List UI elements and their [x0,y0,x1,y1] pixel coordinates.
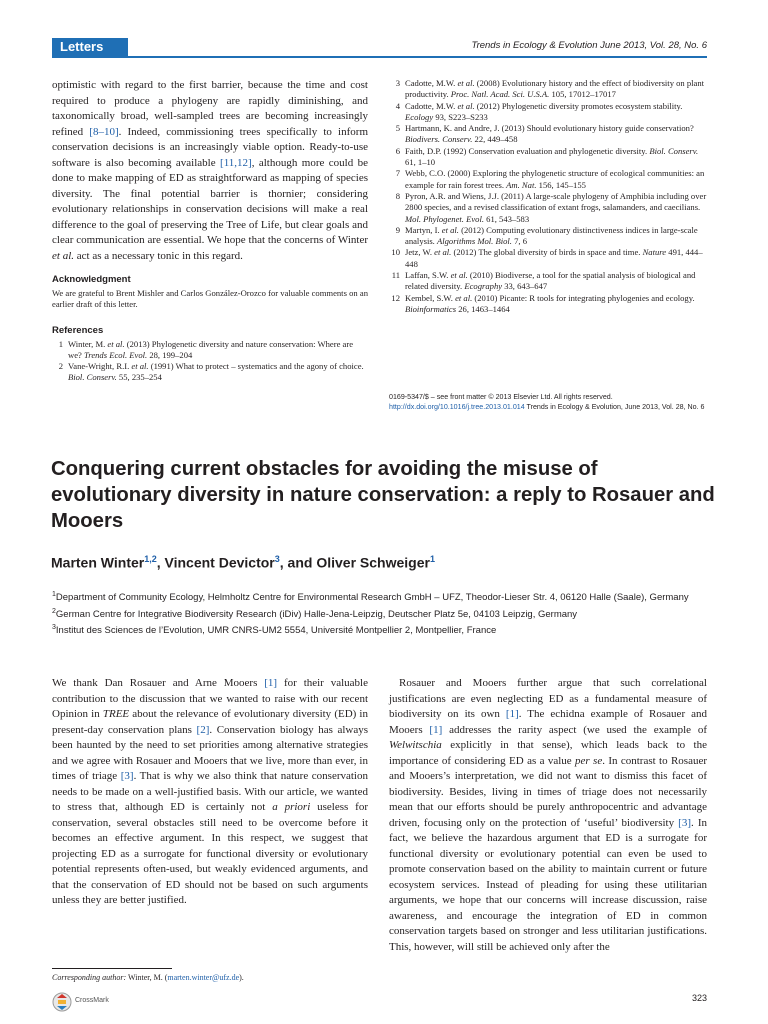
author-separator: , and [279,554,317,571]
reference-list-left [52,339,368,384]
text-run: . In contrast to Rosauer and Mooers’s interpretation, we did not want to dismiss this facet of biodiversity. Besides, living in times of triage does not necessarily mean that our efforts should be purely anthropocentric and advantage driven, focusing only on the protection of ‘useful’ biodiversity [389,754,707,829]
footnote-rule [52,968,172,969]
text-run: Faith, D.P. (1992) Conservation evaluation and phylogenetic diversity. [405,145,650,156]
text-run: Cadotte, M.W. [405,100,458,111]
section-label: Letters [60,39,104,54]
author-separator: , [156,554,165,571]
article-title: Conquering current obstacles for avoiding the misuse of evolutionary diversity in nature conservation: a reply to Rosauer and Mooers [51,458,715,532]
affiliation-text: Institut des Sciences de l’Evolution, UMR CNRS-UM2 5554, Université Montpellier 2, Montpellier, France [55,625,497,637]
crossmark-label: CrossMark [75,997,109,1004]
reference-number: 6 [395,145,400,156]
text-run: 55, 235–254 [116,372,162,383]
doi-suffix: Trends in Ecology & Evolution, June 2013, Vol. 28, No. 6 [524,403,705,411]
text-run: Webb, C.O. (2000) Exploring the phylogenetic structure of ecological communities: an example for rain forest trees. [405,168,705,190]
text-run: (2012) The global diversity of birds in space and time. [451,247,643,258]
reference-number: 7 [395,168,400,179]
italic-text: Trends Ecol. Evol. [83,349,148,360]
italic-text: et al. [441,224,459,235]
reference-item [389,78,707,101]
text-run: . In fact, we believe the hazardous argument that ED is a surrogate for functional diversity or evolutionary potential can even be used to promote conservation based on the ability to maintain current or future ecosystem services. Instead of pleading for using these utilitarian arguments, we hope that our concerns will increase discussion, raise awareness, and encourage the integration of ED in common conservation targets based on stronger and less utilitarian justifications. This, however, will still be achieved only after the [389,816,707,953]
ack-heading: Acknowledgment [52,274,131,285]
reference-item [52,361,368,384]
italic-text: a priori [272,801,311,813]
author-affiliation-marker[interactable]: 1 [429,554,435,564]
reference-item [389,146,707,169]
affiliation-text: Department of Community Ecology, Helmholtz Centre for Environmental Research GmbH – UFZ, Theodor-Lieser Str. 4, 06120 Halle (Saale), Germany [55,592,689,604]
author-name: Oliver Schweiger [316,554,430,571]
text-run: 22, 449–458 [472,134,518,145]
crossmark-icon [52,992,72,1012]
text-run: 156, 145–155 [536,179,586,190]
citation-link[interactable]: [3] [120,770,134,782]
text-run: Kembel, S.W. [405,292,456,303]
italic-text: et al. [434,247,452,258]
reference-item [389,247,707,270]
italic-text: Ecology [405,111,434,122]
italic-text: Ecography [464,281,503,292]
author-name: Marten Winter [51,554,145,571]
italic-text: Mol. Phylogenet. Evol. [405,213,484,224]
text-run: . That is why we also think that nature conservation needs to be made on a well-justified basis. With our article, we wanted to stress that, although ED is certainly not [52,770,368,813]
italic-text: Biodivers. Conserv. [405,134,473,145]
header-rule [52,56,707,58]
italic-text: et al. [52,249,74,262]
text-run: . Conservation biology has always been haunted by the need to set priorities among alternative strategies and we agree with Rosauer and Mooers that we live, more than ever, in times of triage [52,723,369,782]
affiliation-marker: 3 [52,624,56,632]
journal-info: Trends in Ecology & Evolution June 2013, Vol. 28, No. 6 [471,40,707,51]
affiliation-item [52,588,712,605]
text-run: for their valuable contribution to the discussion that we wanted to raise with our recent Opinion in [52,677,368,720]
affiliation-marker: 2 [52,607,56,615]
refs-heading: References [52,324,104,336]
reference-item [52,339,368,362]
text-run: Laffan, S.W. [405,270,451,281]
reference-item [389,191,707,225]
text-run: . Indeed, commissioning trees specifically to inform conservation decisions is an increasingly viable option. Ready-to-use software is also becoming available [52,125,368,169]
affiliation-item [52,605,712,622]
issn-line: 0169-5347/$ – see front matter © 2013 Elsevier Ltd. All rights reserved. [389,393,613,401]
italic-text: per se [575,754,603,767]
citation-link[interactable]: [11,12] [220,156,252,169]
text-run: 28, 199–204 [147,349,193,360]
author-list [51,554,435,571]
text-run: 33, 643–647 [502,281,548,292]
reference-list-right [389,78,707,315]
body-paragraph-left [52,676,368,909]
reference-number: 5 [395,123,400,134]
footnote-email[interactable]: marten.winter@ufz.de [167,973,240,982]
italic-text: et al. [457,100,475,111]
italic-text: Nature [642,247,667,258]
text-run: Hartmann, K. and Andre, J. (2013) Should evolutionary history guide conservation? [405,123,694,134]
text-run: useless for conservation, several obstacles still need to be overcome before it becomes an effective argument. In this respect, we suggest that projecting ED as a surrogate for functional diversity or evolutionary potential represents often-used, but weakly evidenced arguments, and that the conservation of ED should not be based on such arguments unless they are better justified. [52,801,368,906]
text-run: 61, 1–10 [405,157,436,168]
text-run: (2010) Biodiverse, a tool for the spatial analysis of biological and related diversity. [405,270,696,292]
citation-link[interactable]: [3] [678,816,691,829]
text-run: 491, 444–448 [405,247,703,269]
reference-number: 8 [395,190,400,201]
text-run: (2013) Phylogenetic diversity and nature conservation: Where are we? [68,338,354,360]
section-tab [52,38,128,56]
text-run: (1991) What to protect – systematics and the agony of choice. [148,361,364,372]
text-run: 93, S223–S233 [433,111,488,122]
text-run: 105, 17012–17017 [549,89,616,100]
footnote-label: Corresponding author: [52,973,127,982]
text-run: 7, 6 [511,236,527,247]
text-run: Pyron, A.R. and Wiens, J.J. (2011) A large-scale phylogeny of Amphibia including over 2800 species, and a revised classification of extant frogs, salamanders, and caecilians. [405,190,707,213]
text-run: Jetz, W. [405,247,435,258]
page-number: 323 [691,993,707,1003]
top-left-column [52,78,368,384]
italic-text: et al. [457,78,475,88]
italic-text: Biol. Conserv. [649,145,699,156]
doi-line [389,402,719,412]
text-run: 61, 543–583 [484,213,530,224]
closing-paragraph [52,78,368,264]
citation-link[interactable]: [1] [264,677,278,689]
italic-text: Bioinformatics [405,303,457,314]
issn-block [389,392,719,412]
reference-number: 10 [391,247,400,258]
text-run: We thank Dan Rosauer and Arne Mooers [52,677,265,689]
reference-item [389,168,707,191]
crossmark-logo[interactable] [52,992,122,1012]
footnote-close: ). [239,973,244,982]
citation-link[interactable]: [1] [505,708,519,720]
text-run: 26, 1463–1464 [456,303,510,314]
author-name: Vincent Devictor [164,554,275,571]
italic-text: Biol. Conserv. [68,372,117,383]
text-run: Winter, M. [68,338,108,349]
text-run: act as a necessary tonic in this regard. [74,249,243,262]
text-run: . The echidna example of Rosauer and Mooers [389,708,707,736]
text-run: Rosauer and Mooers further argue that such correlational justifications are even neglecting ED as a fundamental measure of biodiversity on its own [389,677,707,720]
affiliation-item [52,621,712,638]
ack-text: We are grateful to Brent Mishler and Carlos González-Orozco for valuable comments on an earlier draft of this letter. [52,288,368,310]
footnote-name: Winter, M. ( [126,973,168,982]
text-run: Vane-Wright, R.I. [68,361,132,372]
reference-number: 11 [391,270,400,281]
reference-item [389,225,707,248]
text-run: (2008) Evolutionary history and the effect of biodiversity on plant productivity. [405,78,705,100]
reference-item [389,101,707,124]
text-run: Cadotte, M.W. [405,78,458,88]
text-run: addresses the rarity aspect (we used the example of [442,723,707,736]
author-affiliation-marker[interactable]: 1,2 [144,554,157,564]
corresponding-author [52,972,244,983]
italic-text: Am. Nat. [506,179,537,190]
affiliation-text: German Centre for Integrative Biodiversity Research (iDiv) Halle-Jena-Leipzig, Deutscher Platz 5e, 04103 Leipzig, Germany [55,608,578,620]
italic-text: TREE [102,708,130,720]
reference-item [389,270,707,293]
text-run: (2010) Picante: R tools for integrating phylogenies and ecology. [472,292,695,303]
italic-text: Proc. Natl. Acad. Sci. U.S.A. [450,89,550,100]
reference-number: 2 [58,361,63,372]
affiliation-marker: 1 [52,591,56,598]
reference-number: 12 [391,292,400,303]
reference-item [389,293,707,316]
reference-item [389,123,707,146]
reference-number: 3 [395,78,400,88]
italic-text: Algorithms Mol. Biol. [436,236,512,247]
text-run: Martyn, I. [405,224,442,235]
italic-text: et al. [450,270,468,281]
top-right-column [389,78,707,315]
doi-link[interactable]: http://dx.doi.org/10.1016/j.tree.2013.01.014 [389,403,525,411]
citation-link[interactable]: [2] [196,723,210,736]
italic-text: Welwitschia [389,739,442,751]
italic-text: et al. [107,338,125,349]
reference-number: 1 [58,338,63,349]
citation-link[interactable]: [1] [429,723,443,736]
text-run: optimistic with regard to the first barrier, because the time and cost required to produce a phylogeny are rapidly diminishing, and taxonomically broad, well-sampled trees are becoming increasingly refined [52,79,368,138]
text-run: (2012) Computing evolutionary distinctiveness indices in large-scale analysis. [405,224,698,247]
body-right-column [389,676,707,955]
text-run: about the relevance of evolutionary diversity (ED) in present-day conservation plans [52,708,368,736]
body-paragraph-right [389,676,707,955]
body-left-column [52,676,368,909]
affiliation-list [52,588,712,638]
reference-number: 9 [395,224,400,235]
author-affiliation-marker[interactable]: 3 [274,554,280,564]
reference-number: 4 [395,100,400,111]
text-run: , although more could be done to make mapping of ED as straightforward as mapping of species diversity. The final potential barrier is thornier; considering evolutionary relationships in conservation decisions will make a real difference to the goal of preserving the Tree of Life, but clear goals and clear communication are essential. We hope that the concerns of Winter [52,156,368,246]
text-run: (2012) Phylogenetic diversity promotes ecosystem stability. [474,100,683,111]
italic-text: et al. [455,292,473,303]
text-run: explicitly in that sense), which leads back to the importance of considering ED as a value [389,739,707,767]
italic-text: et al. [131,361,149,372]
citation-link[interactable]: [8–10] [89,125,119,138]
